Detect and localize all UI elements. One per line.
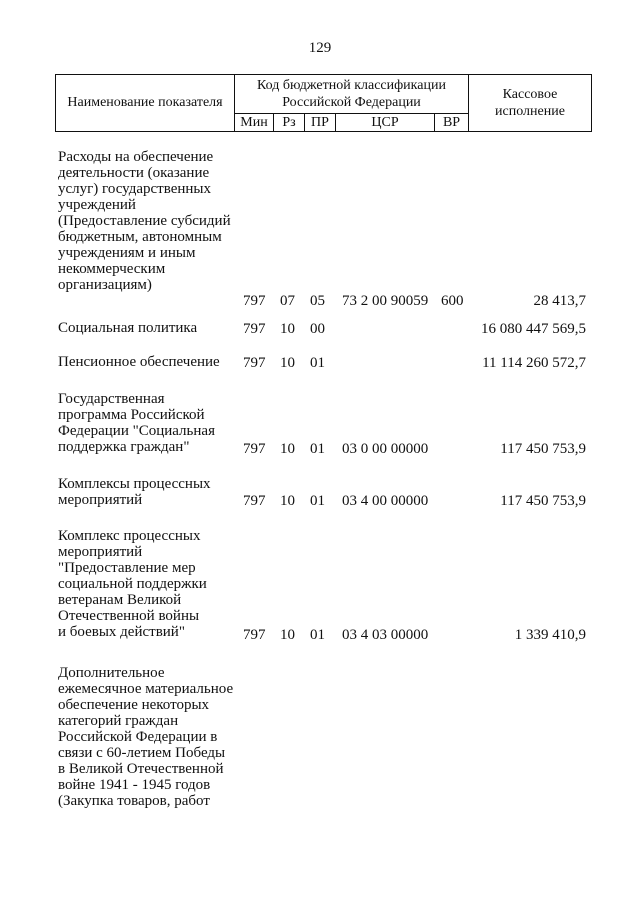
row-pr: 01	[310, 441, 325, 457]
table-row	[0, 476, 640, 509]
header-code: Код бюджетной классификации Российской Федерации	[234, 74, 469, 114]
header-min: Мин	[234, 113, 274, 132]
header-vr: ВР	[434, 113, 469, 132]
row-rz: 10	[280, 355, 295, 371]
row-min: 797	[243, 321, 266, 337]
header-pr: ПР	[304, 113, 336, 132]
row-rz: 10	[280, 627, 295, 643]
row-name: Государственная программа Российской Федерации "Социальная поддержка граждан"	[58, 391, 215, 455]
row-pr: 05	[310, 293, 325, 309]
row-pr: 01	[310, 355, 325, 371]
row-vr: 600	[441, 293, 464, 309]
table-row	[0, 320, 640, 337]
row-name: Дополнительное ежемесячное материальное обеспечение некоторых категорий граждан Российской Федерации в связи с 60-летием Победы в Великой Отечественной войне 1941 - 1945 годов (Закупка товаров, работ	[58, 665, 234, 809]
row-min: 797	[243, 441, 266, 457]
table-row	[0, 391, 640, 457]
row-csr: 03 4 03 00000	[342, 627, 429, 643]
header-name: Наименование показателя	[55, 74, 235, 132]
row-rz: 10	[280, 441, 295, 457]
table-row	[0, 528, 640, 643]
row-min: 797	[243, 493, 266, 509]
table-row	[0, 149, 640, 309]
row-amount: 16 080 447 569,5	[481, 321, 586, 337]
row-amount: 117 450 753,9	[500, 493, 586, 509]
row-name: Социальная политика	[58, 320, 198, 336]
header-execution: Кассовое исполнение	[468, 74, 592, 132]
row-min: 797	[243, 627, 266, 643]
row-name: Пенсионное обеспечение	[58, 354, 220, 370]
row-name: Комплексы процессных мероприятий	[58, 476, 211, 508]
row-min: 797	[243, 355, 266, 371]
row-amount: 117 450 753,9	[500, 441, 586, 457]
row-rz: 07	[280, 293, 295, 309]
row-csr: 73 2 00 90059	[342, 293, 429, 309]
row-amount: 1 339 410,9	[514, 627, 586, 643]
row-name: Расходы на обеспечение деятельности (оказание услуг) государственных учреждений (Предоставление субсидий бюджетным, автономным учреждениям и иным некоммерческим организациям)	[58, 149, 231, 293]
table-row	[0, 665, 640, 815]
row-csr: 03 4 00 00000	[342, 493, 429, 509]
header-csr: ЦСР	[335, 113, 435, 132]
header-rz: Рз	[273, 113, 305, 132]
row-name: Комплекс процессных мероприятий "Предоставление мер социальной поддержки ветеранам Великой Отечественной войны и боевых действий"	[58, 528, 207, 640]
row-amount: 28 413,7	[533, 293, 586, 309]
page-number: 129	[308, 40, 332, 56]
row-amount: 11 114 260 572,7	[482, 355, 586, 371]
row-rz: 10	[280, 493, 295, 509]
row-pr: 01	[310, 627, 325, 643]
row-rz: 10	[280, 321, 295, 337]
row-pr: 01	[310, 493, 325, 509]
table-row	[0, 354, 640, 371]
row-csr: 03 0 00 00000	[342, 441, 429, 457]
row-min: 797	[243, 293, 266, 309]
row-pr: 00	[310, 321, 325, 337]
